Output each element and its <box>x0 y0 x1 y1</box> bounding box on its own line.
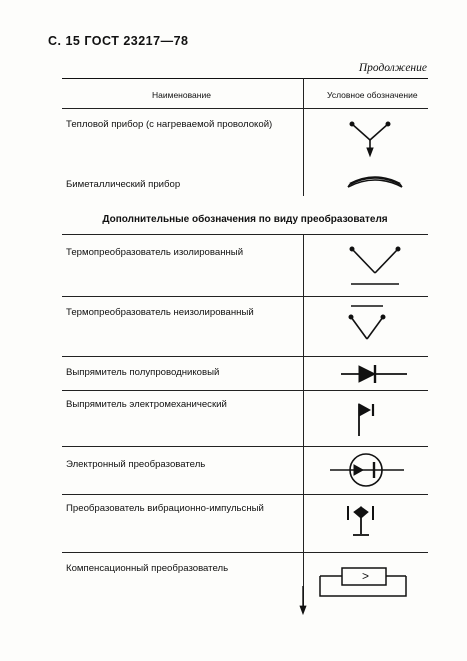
row-name-electronic-converter: Электронный преобразователь <box>66 459 206 470</box>
uninsulated-thermocouple-icon <box>345 303 395 343</box>
row-divider <box>62 552 428 553</box>
row-name-bimetallic: Биметаллический прибор <box>66 179 181 190</box>
column-header-name: Наименование <box>152 90 211 100</box>
electronic-converter-icon <box>330 450 406 490</box>
compensation-symbol-label: > <box>362 569 370 583</box>
bimetallic-instrument-icon <box>345 174 405 190</box>
row-name-compensation-converter: Компенсационный преобразователь <box>66 563 229 574</box>
column-header-symbol: Условное обозначение <box>327 90 418 100</box>
electromechanical-rectifier-icon <box>355 402 385 438</box>
page-header: С. 15 ГОСТ 23217—78 <box>48 34 189 48</box>
insulated-thermocouple-icon <box>345 242 405 286</box>
row-name-insulated-thermocouple: Термопреобразователь изолированный <box>66 247 244 258</box>
section-bottom-border <box>62 234 428 235</box>
row-name-electromechanical-rectifier: Выпрямитель электромеханический <box>66 399 227 410</box>
thermal-instrument-icon <box>345 118 395 158</box>
semiconductor-rectifier-icon <box>341 362 409 386</box>
row-divider <box>62 494 428 495</box>
column-divider-upper <box>303 108 304 196</box>
section-title: Дополнительные обозначения по виду преобразователя <box>102 214 388 225</box>
header-column-divider <box>303 78 304 108</box>
row-name-uninsulated-thermocouple: Термопреобразователь неизолированный <box>66 307 254 318</box>
row-divider <box>62 356 428 357</box>
row-name-vibration-pulse-converter: Преобразователь вибрационно-импульсный <box>66 503 264 514</box>
header-bottom-border <box>62 108 428 109</box>
table-top-border <box>62 78 428 79</box>
compensation-converter-icon <box>298 556 422 618</box>
row-name-semiconductor-rectifier: Выпрямитель полупроводниковый <box>66 367 220 378</box>
continuation-label: Продолжение <box>358 62 427 74</box>
vibration-pulse-converter-icon <box>345 504 385 540</box>
row-divider <box>62 296 428 297</box>
row-divider <box>62 390 428 391</box>
row-name-thermal: Тепловой прибор (с нагреваемой проволокой) <box>66 119 273 130</box>
row-divider <box>62 446 428 447</box>
